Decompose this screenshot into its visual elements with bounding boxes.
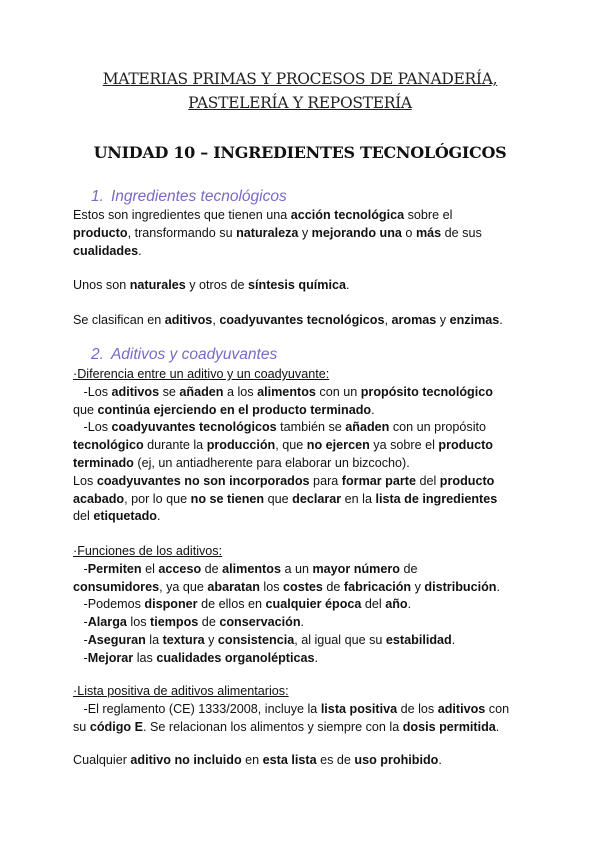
bold-text: uso prohibido [354, 753, 439, 767]
bold-text: más [415, 225, 442, 240]
text-run: en la [341, 491, 376, 506]
subheading: ·Diferencia entre un aditivo y un coadyuvante: [73, 367, 330, 381]
bold-text: formar parte [341, 473, 416, 488]
paragraph-functions [73, 543, 543, 668]
text-run: , [384, 313, 392, 327]
text-line [73, 543, 543, 561]
bold-text: producto [439, 473, 495, 488]
bold-text: declarar [292, 491, 342, 506]
text-run: la [145, 632, 163, 647]
text-run: -Los [73, 420, 112, 435]
text-run: los [259, 579, 283, 594]
text-line [73, 683, 543, 701]
text-run: de [322, 579, 344, 594]
text-line [73, 402, 543, 420]
text-line [73, 632, 543, 650]
text-run: y [204, 632, 218, 647]
bold-text: Aseguran [87, 632, 146, 647]
text-line [73, 701, 543, 719]
text-run: del [361, 597, 386, 612]
text-run: para [309, 473, 342, 488]
bold-text: tecnológico [73, 438, 144, 453]
bold-text: enzimas [449, 313, 500, 327]
bold-text: naturales [129, 278, 186, 292]
bold-text: aromas [391, 313, 437, 327]
bold-text: producto [73, 225, 128, 240]
bold-text: alimentos [257, 384, 316, 399]
bold-text: acceso [158, 561, 202, 576]
text-run: . [138, 243, 142, 258]
text-line [73, 752, 543, 770]
bold-text: acción tecnológica [290, 208, 405, 222]
text-run: , ya que [159, 579, 208, 594]
bold-text: Mejorar [87, 650, 134, 665]
text-line [73, 419, 543, 437]
text-line [73, 207, 543, 225]
text-run: o [401, 225, 416, 240]
section-heading-2 [91, 346, 277, 364]
section-heading-1 [91, 188, 287, 206]
text-line [73, 561, 543, 579]
bold-text: estabilidad [385, 632, 452, 647]
text-run: . [346, 278, 350, 292]
text-run: , transformando su [127, 225, 237, 240]
bold-text: etiquetado [93, 509, 157, 524]
text-run: de [399, 561, 418, 576]
section-title: Ingredientes tecnológicos [110, 188, 287, 205]
text-run: y [411, 579, 425, 594]
bold-text: continúa ejerciendo en el producto terminado [97, 402, 372, 417]
text-line [73, 579, 543, 597]
text-run: y [436, 313, 450, 327]
text-line [73, 508, 543, 526]
bold-text: aditivo no incluido [130, 753, 242, 767]
paragraph-positive-list [73, 683, 543, 736]
text-run: . [438, 753, 442, 767]
bold-text: cualidades [73, 243, 139, 258]
text-run: - [73, 561, 88, 576]
text-line [73, 614, 543, 632]
text-line [73, 225, 543, 243]
bold-text: conservación [219, 615, 301, 630]
text-run: de [201, 561, 223, 576]
bold-text: añaden [345, 420, 390, 435]
text-line [73, 719, 543, 737]
bold-text: abaratan [207, 579, 260, 594]
bold-text: tiempos [150, 615, 199, 630]
text-line [73, 366, 543, 384]
text-run: - [73, 650, 88, 665]
document-title-line1: MATERIAS PRIMAS Y PROCESOS DE PANADERÍA, [102, 70, 498, 88]
text-line [73, 473, 543, 491]
text-run: - [73, 615, 88, 630]
text-run: (ej, un antiadherente para elaborar un bizcocho). [133, 455, 410, 470]
text-line [73, 437, 543, 455]
bold-text: coadyuvantes no son incorporados [96, 473, 310, 488]
bold-text: Permiten [87, 561, 142, 576]
bold-text: mejorando una [311, 225, 402, 240]
text-run: -El reglamento (CE) 1333/2008, incluye la [73, 701, 321, 716]
bold-text: distribución [424, 579, 497, 594]
bold-text: año [385, 597, 408, 612]
bold-text: coadyuvantes tecnológicos [111, 420, 277, 435]
section-number: 1. [91, 188, 104, 205]
text-run: Los [73, 473, 97, 488]
paragraph-difference [73, 366, 543, 526]
text-run: , [212, 313, 220, 327]
text-run: las [133, 650, 157, 665]
text-run: Se clasifican en [73, 313, 165, 327]
bold-text: aditivos [111, 384, 160, 399]
paragraph-prohibited [73, 752, 543, 770]
text-run: del [73, 509, 94, 524]
bold-text: producto [438, 438, 493, 453]
bold-text: código E [89, 719, 143, 734]
text-run: Unos son [73, 278, 130, 292]
document-title-line2: PASTELERÍA Y REPOSTERÍA [188, 94, 412, 112]
bold-text: esta lista [262, 753, 317, 767]
bold-text: naturaleza [236, 225, 299, 240]
bold-text: añaden [179, 384, 224, 399]
bold-text: cualidades organolépticas [156, 650, 315, 665]
bold-text: consistencia [217, 632, 295, 647]
text-run: -Los [73, 384, 112, 399]
subheading: ·Lista positiva de aditivos alimentarios: [73, 684, 289, 698]
text-run: de los [397, 701, 438, 716]
text-run: sobre el [404, 208, 453, 222]
text-run: con [485, 701, 510, 716]
text-run: . [407, 597, 412, 612]
bold-text: acabado [73, 491, 125, 506]
text-line [73, 312, 543, 330]
text-line [73, 491, 543, 509]
text-run: es de [316, 753, 355, 767]
bold-text: coadyuvantes tecnológicos [219, 313, 385, 327]
text-run: que [73, 402, 98, 417]
bold-text: textura [162, 632, 205, 647]
text-run: , al igual que su [294, 632, 386, 647]
bold-text: dosis permitida [402, 719, 496, 734]
bold-text: síntesis química [248, 278, 347, 292]
text-line [73, 384, 543, 402]
text-run: , por lo que [124, 491, 191, 506]
bold-text: disponer [144, 597, 198, 612]
subheading: ·Funciones de los aditivos: [73, 544, 223, 558]
text-run: de sus [441, 225, 482, 240]
paragraph-definition [73, 207, 543, 260]
bold-text: lista positiva [320, 701, 398, 716]
text-run: - [73, 632, 88, 647]
text-run: del [415, 473, 440, 488]
text-run: durante la [143, 438, 207, 453]
text-line [73, 455, 543, 473]
bold-text: terminado [73, 455, 134, 470]
text-run: Cualquier [73, 753, 131, 767]
text-run: ya sobre el [369, 438, 439, 453]
bold-text: alimentos [222, 561, 281, 576]
section-title: Aditivos y coadyuvantes [110, 346, 278, 363]
text-run: con un propósito [389, 420, 486, 435]
text-run: se [159, 384, 180, 399]
text-line [73, 596, 543, 614]
text-run: de ellos en [197, 597, 266, 612]
text-run: . [499, 313, 503, 327]
text-run: y [298, 225, 312, 240]
text-run: de [198, 615, 220, 630]
text-run: Estos son ingredientes que tienen una [73, 208, 291, 222]
text-run: que [264, 491, 293, 506]
text-run: a los [223, 384, 258, 399]
text-run: . [451, 632, 456, 647]
text-line [73, 277, 543, 295]
text-run: , que [275, 438, 307, 453]
text-line [73, 650, 543, 668]
text-run: . [495, 719, 500, 734]
bold-text: no se tienen [190, 491, 265, 506]
text-run: . [496, 579, 500, 594]
bold-text: aditivos [164, 313, 213, 327]
text-run: . [314, 650, 318, 665]
bold-text: cualquier época [265, 597, 362, 612]
text-run: . [156, 509, 161, 524]
paragraph-origin [73, 277, 543, 295]
text-run: con un [315, 384, 361, 399]
text-run: y otros de [185, 278, 249, 292]
bold-text: aditivos [437, 701, 486, 716]
text-run: . Se relacionan los alimentos y siempre con la [143, 719, 403, 734]
bold-text: no ejercen [306, 438, 370, 453]
bold-text: mayor número [312, 561, 400, 576]
text-line [73, 243, 543, 261]
text-run: también se [276, 420, 346, 435]
bold-text: producción [206, 438, 276, 453]
text-run: . [300, 615, 305, 630]
bold-text: lista de ingredientes [375, 491, 498, 506]
paragraph-classification [73, 312, 543, 330]
text-run: los [126, 615, 151, 630]
bold-text: costes [283, 579, 323, 594]
bold-text: Alarga [87, 615, 127, 630]
text-run: -Podemos [73, 597, 145, 612]
text-run: el [141, 561, 159, 576]
text-run: . [371, 402, 375, 417]
unit-heading: UNIDAD 10 – INGREDIENTES TECNOLÓGICOS [93, 143, 507, 162]
text-run: su [73, 719, 90, 734]
text-run: a un [280, 561, 313, 576]
bold-text: propósito tecnológico [360, 384, 493, 399]
bold-text: fabricación [343, 579, 412, 594]
section-number: 2. [91, 346, 104, 363]
text-run: en [241, 753, 263, 767]
bold-text: consumidores [73, 579, 160, 594]
